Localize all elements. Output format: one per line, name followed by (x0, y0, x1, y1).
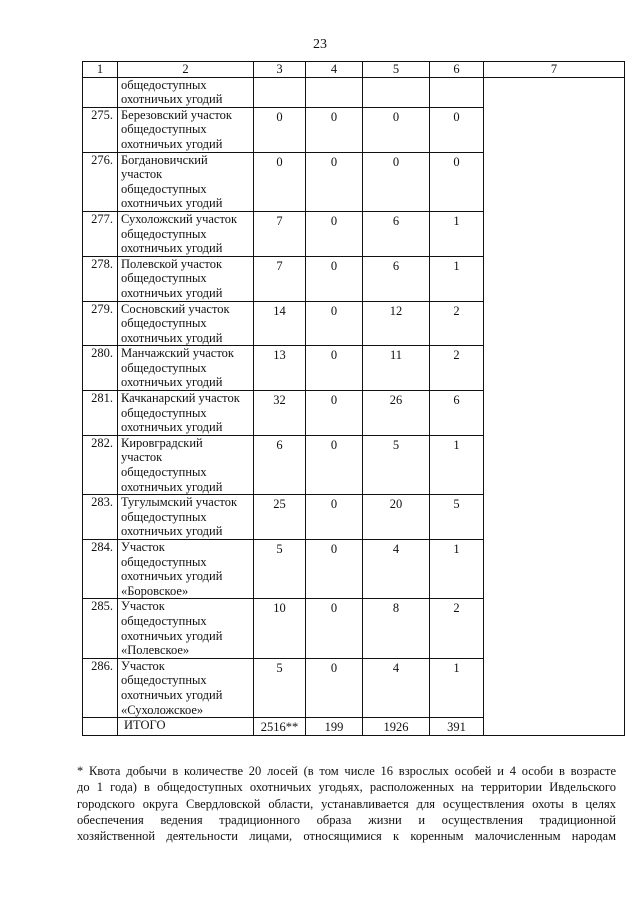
value-cell: 4 (363, 658, 430, 717)
area-name-line: Участок (121, 658, 165, 673)
total-value-cell: 2516** (254, 718, 306, 736)
value-cell: 5 (430, 495, 484, 540)
value-cell: 0 (306, 107, 363, 152)
area-name-cell (118, 77, 254, 107)
value-cell (430, 77, 484, 107)
row-number-cell (83, 718, 118, 736)
value-cell: 6 (254, 435, 306, 494)
area-name-cell (118, 435, 254, 494)
value-cell: 0 (306, 256, 363, 301)
value-cell: 32 (254, 391, 306, 436)
header-cell: 5 (363, 62, 430, 78)
area-name-line: общедоступных (121, 554, 207, 569)
area-name-line: общедоступных (121, 226, 207, 241)
table-header-row (83, 62, 625, 78)
footnote-line: городского округа Свердловской области, устанавливается для осуществления охоты в целях (77, 796, 616, 811)
value-cell: 0 (430, 107, 484, 152)
area-name-line: охотничьих угодий (121, 92, 223, 107)
value-cell: 14 (254, 301, 306, 346)
footnote-line: * Квота добычи в количестве 20 лосей (в том числе 16 взрослых особей и 4 особи в возрасте (77, 764, 616, 778)
area-name-line: Березовский участок (121, 107, 232, 122)
row-number-cell: 286. (83, 658, 118, 717)
area-name-cell (118, 391, 254, 436)
value-cell: 0 (306, 540, 363, 599)
value-cell: 0 (306, 391, 363, 436)
value-cell: 0 (254, 152, 306, 211)
total-value-cell: 391 (430, 718, 484, 736)
value-cell: 6 (430, 391, 484, 436)
value-cell: 4 (363, 540, 430, 599)
value-cell: 7 (254, 256, 306, 301)
value-cell: 0 (306, 301, 363, 346)
area-name-line: Сосновский участок (121, 301, 230, 316)
footnote-line: до 1 года) в общедоступных охотничьих угодьях, расположенных на территории Ивдельского (77, 780, 616, 795)
area-name-line: общедоступных (121, 316, 207, 331)
row-number-cell: 283. (83, 495, 118, 540)
row-number-cell: 275. (83, 107, 118, 152)
value-cell: 0 (363, 152, 430, 211)
area-name-line: охотничьих угодий (121, 569, 223, 584)
value-cell (306, 77, 363, 107)
area-name-line: Богдановичский (121, 152, 208, 167)
column-7-cell (484, 77, 625, 735)
footnote-line: обеспечения ведения традиционного образа жизни и осуществления традиционной (77, 812, 616, 827)
area-name-line: Участок (121, 599, 165, 614)
area-name-line: участок (121, 450, 163, 465)
value-cell: 25 (254, 495, 306, 540)
area-name-line: участок (121, 167, 163, 182)
area-name-line: охотничьих угодий (121, 241, 223, 256)
area-name-cell (118, 658, 254, 717)
header-cell: 1 (83, 62, 118, 78)
header-cell: 3 (254, 62, 306, 78)
value-cell: 7 (254, 211, 306, 256)
footnote (77, 763, 616, 844)
quota-table (82, 61, 625, 736)
value-cell: 1 (430, 435, 484, 494)
value-cell: 2 (430, 301, 484, 346)
area-name-line: Тугулымский участок (121, 495, 238, 510)
area-name-line: общедоступных (121, 360, 207, 375)
area-name-line: охотничьих угодий (121, 687, 223, 702)
area-name-line: общедоступных (121, 673, 207, 688)
area-name-cell (118, 599, 254, 658)
value-cell: 5 (254, 658, 306, 717)
value-cell: 0 (306, 495, 363, 540)
area-name-line: общедоступных (121, 509, 207, 524)
table-row (83, 77, 625, 107)
area-name-line: охотничьих угодий (121, 420, 223, 435)
area-name-line: охотничьих угодий (121, 479, 223, 494)
area-name-cell (118, 107, 254, 152)
value-cell: 26 (363, 391, 430, 436)
value-cell (363, 77, 430, 107)
row-number-cell: 276. (83, 152, 118, 211)
total-value-cell: 199 (306, 718, 363, 736)
footnote-line: хозяйственной деятельности лицами, относящимися к коренным малочисленным народам (77, 829, 616, 844)
value-cell: 0 (430, 152, 484, 211)
value-cell: 0 (363, 107, 430, 152)
area-name-line: общедоступных (121, 465, 207, 480)
value-cell: 5 (363, 435, 430, 494)
value-cell: 0 (306, 346, 363, 391)
row-number-cell: 281. (83, 391, 118, 436)
header-cell: 6 (430, 62, 484, 78)
area-name-line: охотничьих угодий (121, 136, 223, 151)
total-label-cell: ИТОГО (118, 718, 254, 736)
area-name-line: охотничьих угодий (121, 375, 223, 390)
value-cell: 0 (306, 152, 363, 211)
value-cell: 1 (430, 256, 484, 301)
value-cell: 6 (363, 211, 430, 256)
area-name-cell (118, 211, 254, 256)
value-cell: 13 (254, 346, 306, 391)
area-name-line: охотничьих угодий (121, 330, 223, 345)
value-cell: 2 (430, 599, 484, 658)
area-name-line: общедоступных (121, 405, 207, 420)
value-cell: 2 (430, 346, 484, 391)
value-cell: 6 (363, 256, 430, 301)
area-name-line: Манчажский участок (121, 346, 234, 361)
area-name-line: Участок (121, 540, 165, 554)
row-number-cell: 285. (83, 599, 118, 658)
area-name-line: Кировградский (121, 435, 203, 450)
value-cell: 1 (430, 540, 484, 599)
value-cell: 20 (363, 495, 430, 540)
value-cell: 0 (306, 435, 363, 494)
area-name-cell (118, 301, 254, 346)
value-cell: 12 (363, 301, 430, 346)
total-value-cell: 1926 (363, 718, 430, 736)
value-cell: 1 (430, 658, 484, 717)
area-name-line: охотничьих угодий (121, 285, 223, 300)
value-cell: 0 (306, 599, 363, 658)
area-name-line: Качканарский участок (121, 391, 240, 406)
area-name-line: охотничьих угодий (121, 628, 223, 643)
value-cell: 0 (306, 211, 363, 256)
row-number-cell: 278. (83, 256, 118, 301)
header-cell: 2 (118, 62, 254, 78)
area-name-line: общедоступных (121, 613, 207, 628)
value-cell: 1 (430, 211, 484, 256)
header-cell: 7 (484, 62, 625, 78)
page-number: 23 (313, 37, 327, 52)
value-cell: 11 (363, 346, 430, 391)
area-name-line: Сухоложский участок (121, 211, 238, 226)
area-name-line: общедоступных (121, 77, 207, 92)
area-name-line: охотничьих угодий (121, 524, 223, 539)
area-name-cell (118, 540, 254, 599)
area-name-line: общедоступных (121, 122, 207, 137)
value-cell (254, 77, 306, 107)
row-number-cell: 277. (83, 211, 118, 256)
area-name-line: общедоступных (121, 271, 207, 286)
area-name-line: Полевской участок (121, 256, 223, 271)
area-name-line: «Боровское» (121, 583, 189, 598)
area-name-cell (118, 152, 254, 211)
area-name-cell (118, 346, 254, 391)
value-cell: 0 (306, 658, 363, 717)
row-number-cell: 282. (83, 435, 118, 494)
header-cell: 4 (306, 62, 363, 78)
value-cell: 0 (254, 107, 306, 152)
area-name-line: «Полевское» (121, 643, 190, 658)
row-number-cell: 284. (83, 540, 118, 599)
area-name-line: охотничьих угодий (121, 196, 223, 211)
area-name-line: общедоступных (121, 181, 207, 196)
value-cell: 8 (363, 599, 430, 658)
row-number-cell: 280. (83, 346, 118, 391)
value-cell: 5 (254, 540, 306, 599)
value-cell: 10 (254, 599, 306, 658)
row-number-cell: 279. (83, 301, 118, 346)
area-name-line: «Сухоложское» (121, 702, 204, 717)
row-number-cell (83, 77, 118, 107)
area-name-cell (118, 256, 254, 301)
area-name-cell (118, 495, 254, 540)
